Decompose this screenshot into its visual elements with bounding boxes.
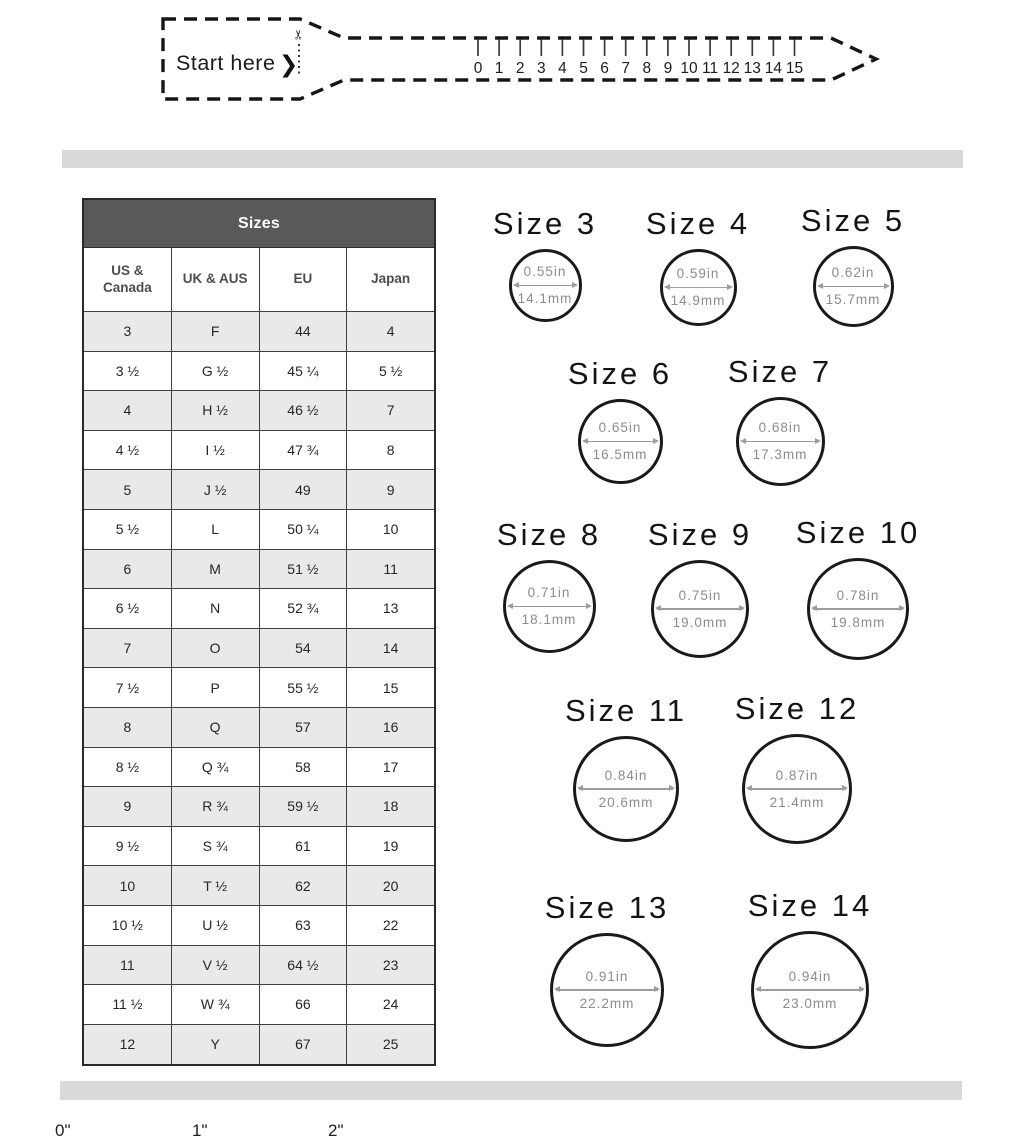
ring-circle xyxy=(578,399,663,484)
table-row xyxy=(84,946,434,986)
inch-mark: 1" xyxy=(192,1121,208,1140)
table-cell: Q ¾ xyxy=(172,748,260,788)
inch-mark: 2" xyxy=(328,1121,344,1140)
ruler-tick-number: 4 xyxy=(558,60,567,77)
table-row xyxy=(84,866,434,906)
diameter-arrow xyxy=(583,437,658,446)
diameter-inches: 0.75in xyxy=(678,587,722,603)
table-header-row xyxy=(84,248,434,312)
table-cell: J ½ xyxy=(172,470,260,510)
ring-circle xyxy=(509,249,582,322)
table-row xyxy=(84,708,434,748)
ring-size-title: Size 4 xyxy=(645,206,751,241)
ring-circle xyxy=(813,246,894,327)
ring-size-item xyxy=(758,515,958,660)
table-row xyxy=(84,629,434,669)
table-cell: P xyxy=(172,668,260,708)
diameter-arrow xyxy=(818,282,889,291)
diameter-inches: 0.71in xyxy=(527,585,571,601)
diameter-arrow xyxy=(656,605,744,614)
table-cell: 5 ½ xyxy=(347,352,434,392)
table-cell: 50 ¼ xyxy=(260,510,348,550)
divider-bar-bottom xyxy=(60,1081,962,1100)
ring-size-title: Size 13 xyxy=(544,890,670,925)
table-cell: 10 ½ xyxy=(84,906,172,946)
table-row xyxy=(84,985,434,1025)
table-row xyxy=(84,510,434,550)
table-cell: F xyxy=(172,312,260,352)
table-cell: 7 ½ xyxy=(84,668,172,708)
diameter-inches: 0.65in xyxy=(598,420,642,436)
table-cell: 22 xyxy=(347,906,434,946)
table-cell: 63 xyxy=(260,906,348,946)
sizer-ruler-ticks xyxy=(474,40,803,78)
ruler-tick-number: 7 xyxy=(621,60,631,77)
table-row xyxy=(84,748,434,788)
ring-circle xyxy=(742,734,852,844)
table-cell: 46 ½ xyxy=(260,391,348,431)
table-cell: 14 xyxy=(347,629,434,669)
table-cell: 47 ¾ xyxy=(260,431,348,471)
table-cell: R ¾ xyxy=(172,787,260,827)
diameter-arrow xyxy=(812,605,904,614)
table-row xyxy=(84,391,434,431)
ruler-tick-number: 8 xyxy=(642,60,652,77)
ring-size-title: Size 14 xyxy=(747,888,873,923)
ruler-tick-number: 0 xyxy=(473,60,483,77)
ruler-tick-number: 5 xyxy=(579,60,588,77)
table-cell: 20 xyxy=(347,866,434,906)
table-cell: 10 xyxy=(84,866,172,906)
table-row xyxy=(84,312,434,352)
table-cell: 4 xyxy=(84,391,172,431)
table-cell: 67 xyxy=(260,1025,348,1065)
table-cell: 11 xyxy=(84,946,172,986)
ruler-tick-number: 9 xyxy=(663,60,673,77)
ring-size-item xyxy=(507,890,707,1047)
table-row xyxy=(84,352,434,392)
diameter-mm: 14.1mm xyxy=(517,291,573,306)
table-cell: I ½ xyxy=(172,431,260,471)
diameter-arrow-shaft xyxy=(584,441,657,443)
column-header: UK & AUS xyxy=(172,248,260,312)
ring-circle xyxy=(736,397,825,486)
diameter-mm: 15.7mm xyxy=(825,292,881,307)
table-cell: 5 ½ xyxy=(84,510,172,550)
table-cell: U ½ xyxy=(172,906,260,946)
diameter-arrow-shaft xyxy=(515,285,576,287)
diameter-arrow-shaft xyxy=(579,788,673,790)
table-cell: 11 ½ xyxy=(84,985,172,1025)
diameter-inches: 0.94in xyxy=(788,968,832,984)
table-cell: 3 xyxy=(84,312,172,352)
ruler-tick-number: 1 xyxy=(494,60,504,77)
table-row xyxy=(84,589,434,629)
diameter-inches: 0.91in xyxy=(585,968,629,984)
ring-size-item xyxy=(526,693,726,842)
table-cell: 52 ¾ xyxy=(260,589,348,629)
diameter-arrow xyxy=(555,986,659,995)
table-cell: 4 ½ xyxy=(84,431,172,471)
ring-size-item xyxy=(753,203,953,327)
table-cell: 58 xyxy=(260,748,348,788)
ring-circle xyxy=(550,933,664,1047)
ring-size-item xyxy=(710,888,910,1049)
diameter-arrow-shaft xyxy=(748,788,846,790)
diameter-mm: 14.9mm xyxy=(670,293,726,308)
table-cell: 61 xyxy=(260,827,348,867)
diameter-mm: 17.3mm xyxy=(752,447,808,462)
table-body xyxy=(84,312,434,1064)
table-cell: 6 ½ xyxy=(84,589,172,629)
table-cell: 9 xyxy=(84,787,172,827)
ring-circle xyxy=(503,560,596,653)
table-row xyxy=(84,550,434,590)
table-cell: 19 xyxy=(347,827,434,867)
ring-size-title: Size 8 xyxy=(496,517,602,552)
table-title: Sizes xyxy=(84,200,434,248)
diameter-mm: 18.1mm xyxy=(521,612,577,627)
table-cell: O xyxy=(172,629,260,669)
start-here-label: Start here xyxy=(176,51,276,75)
table-cell: 49 xyxy=(260,470,348,510)
table-cell: 7 xyxy=(347,391,434,431)
table-cell: S ¾ xyxy=(172,827,260,867)
ring-circle xyxy=(573,736,679,842)
diameter-inches: 0.55in xyxy=(523,264,567,280)
table-cell: 9 xyxy=(347,470,434,510)
ruler-tick-number: 15 xyxy=(785,60,804,77)
ring-size-title: Size 11 xyxy=(564,693,688,728)
ring-size-title: Size 7 xyxy=(727,354,833,389)
ruler-tick-number: 3 xyxy=(536,60,546,77)
diameter-arrow-shaft xyxy=(666,287,731,289)
table-cell: 44 xyxy=(260,312,348,352)
table-cell: 54 xyxy=(260,629,348,669)
table-cell: N xyxy=(172,589,260,629)
ring-circle xyxy=(751,931,869,1049)
diameter-arrow-shaft xyxy=(657,608,743,610)
table-cell: 66 xyxy=(260,985,348,1025)
column-header: US & Canada xyxy=(84,248,172,312)
diameter-arrow xyxy=(514,281,577,290)
table-cell: V ½ xyxy=(172,946,260,986)
diameter-arrow-shaft xyxy=(757,989,863,991)
ruler-tick-number: 6 xyxy=(600,60,609,77)
table-cell: M xyxy=(172,550,260,590)
diameter-inches: 0.84in xyxy=(604,767,648,783)
ring-size-conversion-table xyxy=(82,198,436,1066)
ruler-tick-number: 12 xyxy=(722,60,740,77)
diameter-mm: 22.2mm xyxy=(579,995,635,1011)
table-row xyxy=(84,668,434,708)
table-cell: 4 xyxy=(347,312,434,352)
diameter-arrow xyxy=(508,602,591,611)
table-row xyxy=(84,431,434,471)
table-cell: 9 ½ xyxy=(84,827,172,867)
table-cell: 11 xyxy=(347,550,434,590)
diameter-arrow xyxy=(741,437,820,446)
inch-mark: 0" xyxy=(55,1121,71,1140)
diameter-inches: 0.59in xyxy=(676,266,720,282)
table-cell: G ½ xyxy=(172,352,260,392)
diameter-arrow-shaft xyxy=(819,286,888,288)
table-cell: H ½ xyxy=(172,391,260,431)
diameter-inches: 0.78in xyxy=(836,587,880,603)
table-cell: 55 ½ xyxy=(260,668,348,708)
column-header: EU xyxy=(260,248,348,312)
diameter-mm: 20.6mm xyxy=(598,794,654,810)
table-cell: Q xyxy=(172,708,260,748)
diameter-inches: 0.62in xyxy=(831,265,875,281)
column-header: Japan xyxy=(347,248,434,312)
table-cell: 24 xyxy=(347,985,434,1025)
diameter-arrow-shaft xyxy=(509,606,590,608)
table-cell: 59 ½ xyxy=(260,787,348,827)
ruler-tick-number: 10 xyxy=(680,60,698,77)
ring-circle xyxy=(660,249,737,326)
diameter-arrow-shaft xyxy=(813,608,903,610)
table-cell: 45 ¼ xyxy=(260,352,348,392)
ring-size-title: Size 9 xyxy=(647,517,753,552)
table-cell: 18 xyxy=(347,787,434,827)
table-cell: 12 xyxy=(84,1025,172,1065)
ring-size-title: Size 12 xyxy=(734,691,860,726)
ring-sizer-strip xyxy=(0,0,1015,118)
table-cell: 57 xyxy=(260,708,348,748)
ruler-tick-number: 2 xyxy=(515,60,525,77)
table-cell: 23 xyxy=(347,946,434,986)
table-cell: 16 xyxy=(347,708,434,748)
table-cell: L xyxy=(172,510,260,550)
diameter-mm: 21.4mm xyxy=(769,794,825,810)
diameter-arrow xyxy=(747,785,847,794)
divider-bar-top xyxy=(62,150,963,168)
table-cell: 8 xyxy=(347,431,434,471)
diameter-mm: 23.0mm xyxy=(782,995,838,1011)
table-cell: W ¾ xyxy=(172,985,260,1025)
scissors-icon: ✂ xyxy=(292,29,307,40)
table-cell: 62 xyxy=(260,866,348,906)
ring-size-title: Size 5 xyxy=(800,203,906,238)
table-cell: Y xyxy=(172,1025,260,1065)
diameter-arrow xyxy=(756,986,864,995)
ruler-tick-number: 14 xyxy=(764,60,783,77)
diameter-mm: 16.5mm xyxy=(592,447,648,462)
table-row xyxy=(84,470,434,510)
diameter-mm: 19.8mm xyxy=(830,614,886,630)
ring-circle xyxy=(651,560,749,658)
diameter-arrow xyxy=(578,785,674,794)
ring-size-title: Size 3 xyxy=(492,206,598,241)
table-row xyxy=(84,906,434,946)
diameter-arrow xyxy=(665,283,732,292)
table-cell: T ½ xyxy=(172,866,260,906)
ruler-tick-number: 11 xyxy=(702,60,719,77)
table-cell: 8 ½ xyxy=(84,748,172,788)
ring-size-title: Size 10 xyxy=(795,515,921,550)
diameter-mm: 19.0mm xyxy=(672,614,728,630)
diameter-inches: 0.68in xyxy=(758,420,802,436)
diameter-inches: 0.87in xyxy=(775,767,819,783)
table-cell: 8 xyxy=(84,708,172,748)
ring-size-item xyxy=(680,354,880,486)
table-cell: 3 ½ xyxy=(84,352,172,392)
table-cell: 7 xyxy=(84,629,172,669)
table-cell: 64 ½ xyxy=(260,946,348,986)
ruler-tick-number: 13 xyxy=(743,60,761,77)
table-row xyxy=(84,827,434,867)
table-cell: 17 xyxy=(347,748,434,788)
table-row xyxy=(84,1025,434,1065)
table-row xyxy=(84,787,434,827)
table-cell: 10 xyxy=(347,510,434,550)
ring-size-item xyxy=(697,691,897,844)
ring-circle xyxy=(807,558,909,660)
ring-size-title: Size 6 xyxy=(567,356,673,391)
table-cell: 51 ½ xyxy=(260,550,348,590)
diameter-arrow-shaft xyxy=(742,441,819,443)
table-cell: 25 xyxy=(347,1025,434,1065)
table-cell: 6 xyxy=(84,550,172,590)
table-cell: 13 xyxy=(347,589,434,629)
chevron-right-icon: ❯ xyxy=(279,52,299,78)
table-cell: 15 xyxy=(347,668,434,708)
table-cell: 5 xyxy=(84,470,172,510)
diameter-arrow-shaft xyxy=(556,989,658,991)
